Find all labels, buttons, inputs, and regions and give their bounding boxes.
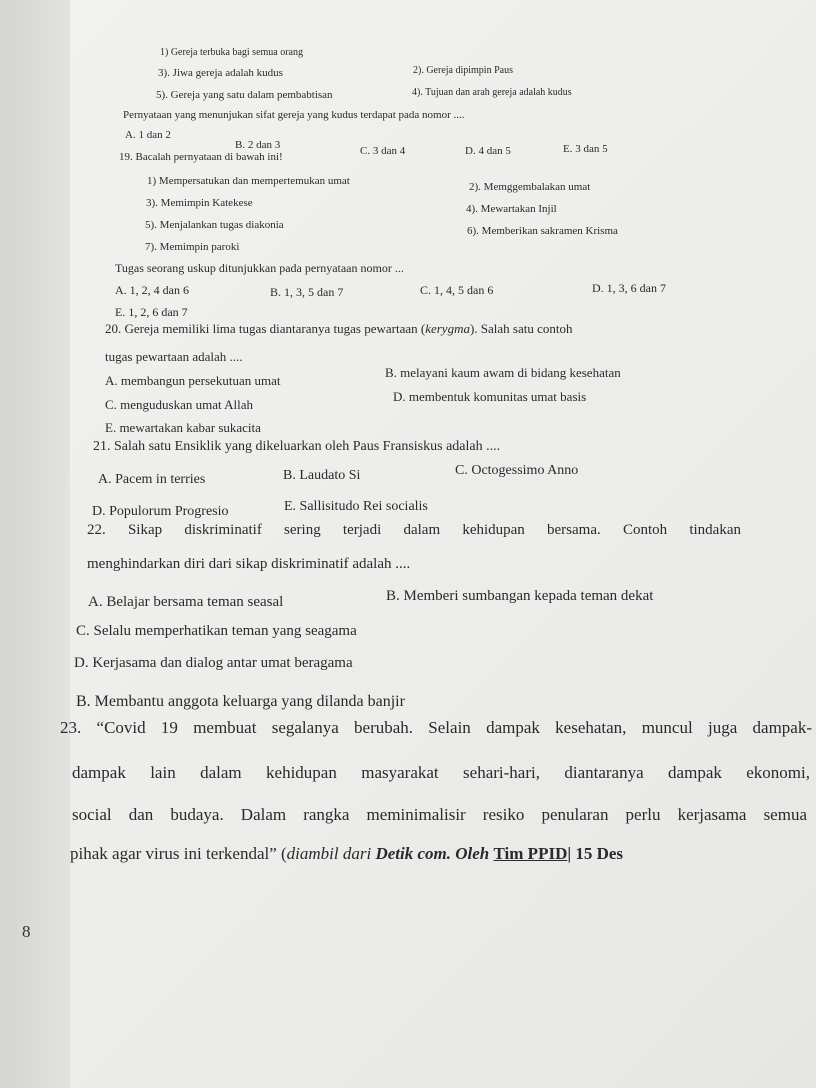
q21-stem: 21. Salah satu Ensiklik yang dikeluarkan oleh Paus Fransiskus adalah .... (93, 439, 501, 454)
q22-stem-line-1: 22. Sikap diskriminatif sering terjadi dalam kehidupan bersama. Contoh tindakan (87, 522, 741, 538)
q22-answer-c: C. Selalu memperhatikan teman yang seagama (76, 623, 357, 639)
q20-answer-d: D. membentuk komunitas umat basis (393, 389, 587, 404)
q18-answer-e: E. 3 dan 5 (563, 143, 608, 155)
q18-option-5: 5). Gereja yang satu dalam pembabtisan (156, 89, 333, 101)
q20-answer-a: A. membangun persekutuan umat (105, 373, 281, 388)
q19-option-2: 2). Memggembalakan umat (469, 181, 591, 193)
q23-line-2: dampak lain dalam kehidupan masyarakat sehari-hari, diantaranya dampak ekonomi, (72, 763, 810, 782)
q21-answer-c: C. Octogessimo Anno (455, 463, 579, 478)
q18-answer-c: C. 3 dan 4 (360, 145, 406, 157)
q19-option-6: 6). Memberikan sakramen Krisma (467, 225, 618, 237)
q19-option-1: 1) Mempersatukan dan mempertemukan umat (147, 175, 350, 187)
q18-answer-a: A. 1 dan 2 (125, 129, 171, 141)
q20-stem-line-2: tugas pewartaan adalah .... (105, 349, 243, 364)
q22-answer-e: B. Membantu anggota keluarga yang dilanda banjir (76, 693, 405, 710)
q19-answer-e: E. 1, 2, 6 dan 7 (115, 305, 188, 319)
q18-option-2: 2). Gereja dipimpin Paus (413, 65, 513, 76)
q23-line-1: 23. “Covid 19 membuat segalanya berubah. Selain dampak kesehatan, muncul juga dampak- (60, 718, 812, 737)
q19-question: Tugas seorang uskup ditunjukkan pada pernyataan nomor ... (115, 261, 404, 275)
q23-line-3: social dan budaya. Dalam rangka meminimalisir resiko penularan perlu kerjasama semua (72, 805, 807, 824)
q19-option-7: 7). Memimpin paroki (145, 241, 240, 253)
page-number: 8 (22, 922, 31, 941)
q18-answer-b: B. 2 dan 3 (235, 139, 281, 151)
q23-line-4: pihak agar virus ini terkendal” (diambil dari Detik com. Oleh Tim PPID| 15 Des (70, 844, 624, 863)
q18-answer-d: D. 4 dan 5 (465, 145, 511, 157)
q18-option-1: 1) Gereja terbuka bagi semua orang (160, 47, 303, 58)
page-edge-shadow (0, 0, 70, 1088)
q22-answer-b: B. Memberi sumbangan kepada teman dekat (386, 588, 654, 604)
q21-answer-e: E. Sallisitudo Rei socialis (284, 499, 428, 514)
q20-stem-line-1: 20. Gereja memiliki lima tugas diantaranya tugas pewartaan (kerygma). Salah satu contoh (105, 321, 573, 336)
q19-option-3: 3). Memimpin Katekese (146, 197, 253, 209)
document-page (70, 0, 816, 1088)
q20-answer-c: C. menguduskan umat Allah (105, 397, 254, 412)
q20-answer-e: E. mewartakan kabar sukacita (105, 420, 261, 435)
q19-stem: 19. Bacalah pernyataan di bawah ini! (119, 151, 283, 163)
q19-answer-c: C. 1, 4, 5 dan 6 (420, 283, 494, 297)
q22-stem-line-2: menghindarkan diri dari sikap diskriminatif adalah .... (87, 556, 411, 572)
q21-answer-a: A. Pacem in terries (98, 472, 206, 487)
q21-answer-b: B. Laudato Si (283, 468, 361, 483)
q19-answer-a: A. 1, 2, 4 dan 6 (115, 283, 189, 297)
q18-option-3: 3). Jiwa gereja adalah kudus (158, 67, 283, 79)
q19-option-5: 5). Menjalankan tugas diakonia (145, 219, 284, 231)
q19-answer-b: B. 1, 3, 5 dan 7 (270, 285, 344, 299)
q22-answer-a: A. Belajar bersama teman seasal (88, 594, 284, 610)
q20-answer-b: B. melayani kaum awam di bidang kesehatan (385, 365, 621, 380)
q22-answer-d: D. Kerjasama dan dialog antar umat beragama (74, 655, 353, 671)
q18-option-4: 4). Tujuan dan arah gereja adalah kudus (412, 87, 572, 98)
q19-option-4: 4). Mewartakan Injil (466, 203, 557, 215)
q19-answer-d: D. 1, 3, 6 dan 7 (592, 281, 666, 295)
q21-answer-d: D. Populorum Progresio (92, 504, 229, 519)
q18-stem: Pernyataan yang menunjukan sifat gereja yang kudus terdapat pada nomor .... (123, 109, 465, 121)
